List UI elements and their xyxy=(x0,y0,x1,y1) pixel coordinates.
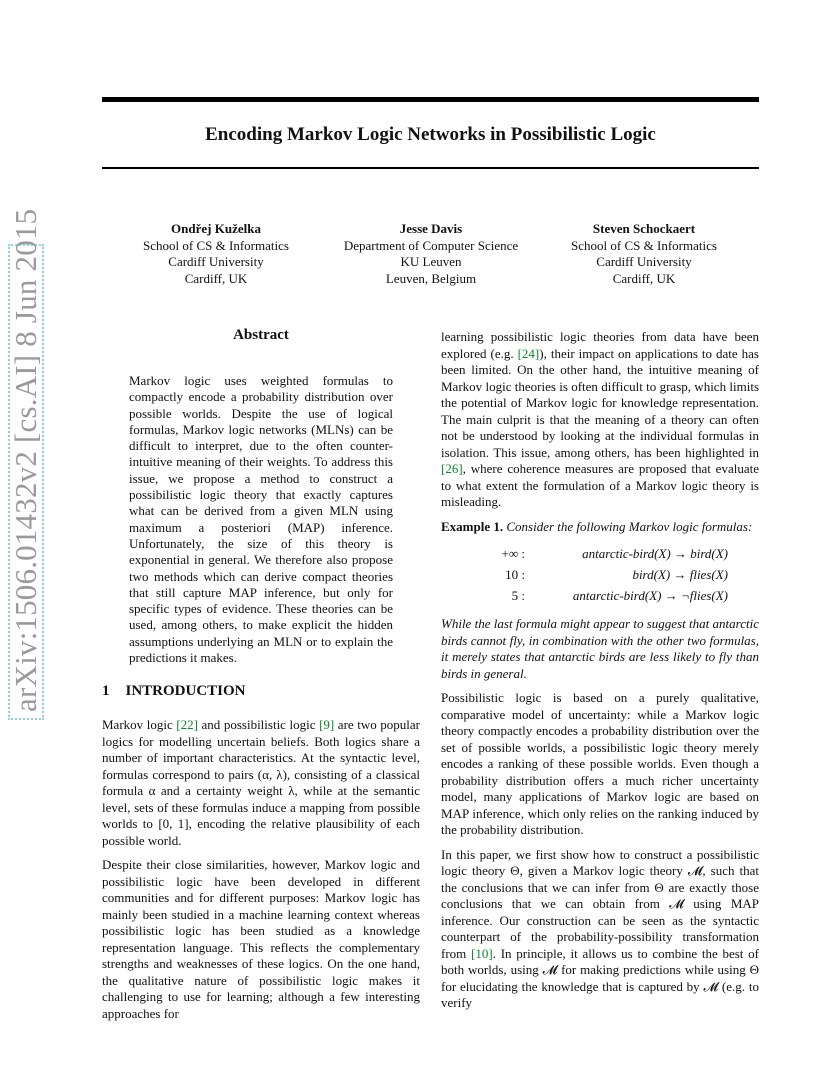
author-affiliation: Department of Computer Science xyxy=(343,237,519,253)
citation-link[interactable]: [26] xyxy=(441,461,463,476)
formula-weight: 10 : xyxy=(505,567,525,582)
author-affiliation: School of CS & Informatics xyxy=(143,237,289,253)
formula-weight: +∞ : xyxy=(501,546,525,561)
right-column-body xyxy=(441,329,759,1020)
author-name: Ondřej Kuželka xyxy=(171,221,261,236)
author-block-3 xyxy=(534,221,754,287)
abstract-text: Markov logic uses weighted formulas to compactly encode a probability distribution over possible worlds. Despite the use of logical formulas, Markov logic networks (MLNs) can be difficult to interpret, due to the often counter-intuitive meaning of their weights. To address this issue, we propose a method to construct a possibilistic logic theory that exactly captures what can be derived from a given MLN using maximum a posteriori (MAP) inference. Unfortunately, the size of this theory is exponential in general. We therefore also propose two methods which can derive compact theories that still capture MAP inference, but only for specific types of evidence. These theories can be used, among others, to make explicit the hidden assumptions underlying an MLN or to explain the predictions it makes. xyxy=(129,373,393,666)
author-block-2 xyxy=(321,221,541,287)
abstract-heading: Abstract xyxy=(233,327,289,343)
example-statement xyxy=(441,519,759,536)
example-label: Example 1. xyxy=(441,518,504,534)
formula-row xyxy=(481,585,732,606)
title-rule xyxy=(102,167,759,169)
author-affiliation: School of CS & Informatics xyxy=(571,237,717,253)
paper-title: Encoding Markov Logic Networks in Possibilistic Logic xyxy=(205,124,656,145)
citation-link[interactable]: [9] xyxy=(319,717,335,732)
left-column-body xyxy=(102,717,420,1030)
paragraph: Possibilistic logic is based on a purely qualitative, comparative model of uncertainty: while a Markov logic theory compactly encodes a probability distribution over the set of possible worlds, a possibilistic logic theory merely encodes a ranking of these possible worlds. Even though a probability distribution offers a much richer uncertainty model, many applications of Markov logic are based on MAP inference, which only relies on the ranking induced by the probability distribution. xyxy=(441,690,759,837)
citation-link[interactable]: [24] xyxy=(517,345,540,361)
arxiv-stamp: arXiv:1506.01432v2 [cs.AI] 8 Jun 2015 xyxy=(8,244,44,720)
formula-row xyxy=(481,564,732,585)
author-institution: Cardiff University xyxy=(596,254,692,269)
citation-link[interactable]: [22] xyxy=(176,717,198,732)
author-name: Steven Schockaert xyxy=(592,221,696,236)
author-location: Leuven, Belgium xyxy=(385,270,477,286)
formula-weight: 5 : xyxy=(511,588,525,603)
citation-link[interactable]: [10] xyxy=(471,945,493,961)
example-conclusion: While the last formula might appear to suggest that antarctic birds cannot fly, in combination with the other two formulas, it merely states that antarctic birds are less likely to fly than birds in general. xyxy=(441,616,759,681)
author-institution: KU Leuven xyxy=(400,254,462,269)
paragraph: learning possibilistic logic theories from data have been explored (e.g. [24]), their impact on applications to date has been limited. On the other hand, the intuitive meaning of Markov logic theories is often difficult to grasp, which limits the potential of Markov logic for knowledge representation. The main culprit is that the meaning of a theory can often not be understood by looking at the individual formulas in isolation. This issue, among others, has been highlighted in [26], where coherence measures are proposed that evaluate to what extent the formulation of a Markov logic theory is misleading. xyxy=(441,329,759,509)
section-number: 1 xyxy=(102,683,110,699)
section-title: INTRODUCTION xyxy=(125,683,246,699)
author-location: Cardiff, UK xyxy=(612,270,676,286)
author-block-1 xyxy=(106,221,326,287)
author-name: Jesse Davis xyxy=(399,221,463,236)
author-institution: Cardiff University xyxy=(168,254,264,269)
top-rule xyxy=(102,97,759,102)
paragraph: Despite their close similarities, however, Markov logic and possibilistic logic have been developed in different communities and for different purposes: Markov logic has mainly been studied in a machine learning context whereas possibilistic logic has been studied as a knowledge representation language. This reflects the complementary strengths and weaknesses of these logics. On the one hand, the qualitative nature of possibilistic logic makes it challenging to use for learning; although a few interesting approaches for xyxy=(102,857,420,1021)
paragraph: In this paper, we first show how to construct a possibilistic logic theory Θ, given a Markov logic theory 𝓜, such that the conclusions that we can infer from Θ are exactly those conclusions that we can obtain from 𝓜 using MAP inference. Our construction can be seen as the syntactic counterpart of the probability-possibility transformation from [10]. In principle, it allows us to combine the best of both worlds, using 𝓜 for making predictions while using Θ for elucidating the knowledge that is captured by 𝓜 (e.g. to verify xyxy=(441,846,759,1010)
paragraph: Markov logic [22] and possibilistic logic [9] are two popular logics for modelling uncertain beliefs. Both logics share a number of important characteristics. At the syntactic level, formulas correspond to pairs (α, λ), consisting of a classical formula α and a certainty weight λ, while at the semantic level, sets of these formulas induce a mapping from possible worlds to [0, 1], encoding the relative plausibility of each possible world. xyxy=(102,717,421,848)
formula: bird(X) → flies(X) xyxy=(632,567,728,582)
author-location: Cardiff, UK xyxy=(184,270,248,286)
section-heading xyxy=(102,683,262,700)
formula: antarctic-bird(X) → ¬flies(X) xyxy=(572,588,728,603)
formula-row xyxy=(481,543,732,564)
formula: antarctic-bird(X) → bird(X) xyxy=(582,546,728,561)
formula-list xyxy=(481,543,732,606)
example-intro: Consider the following Markov logic formulas: xyxy=(506,518,753,534)
